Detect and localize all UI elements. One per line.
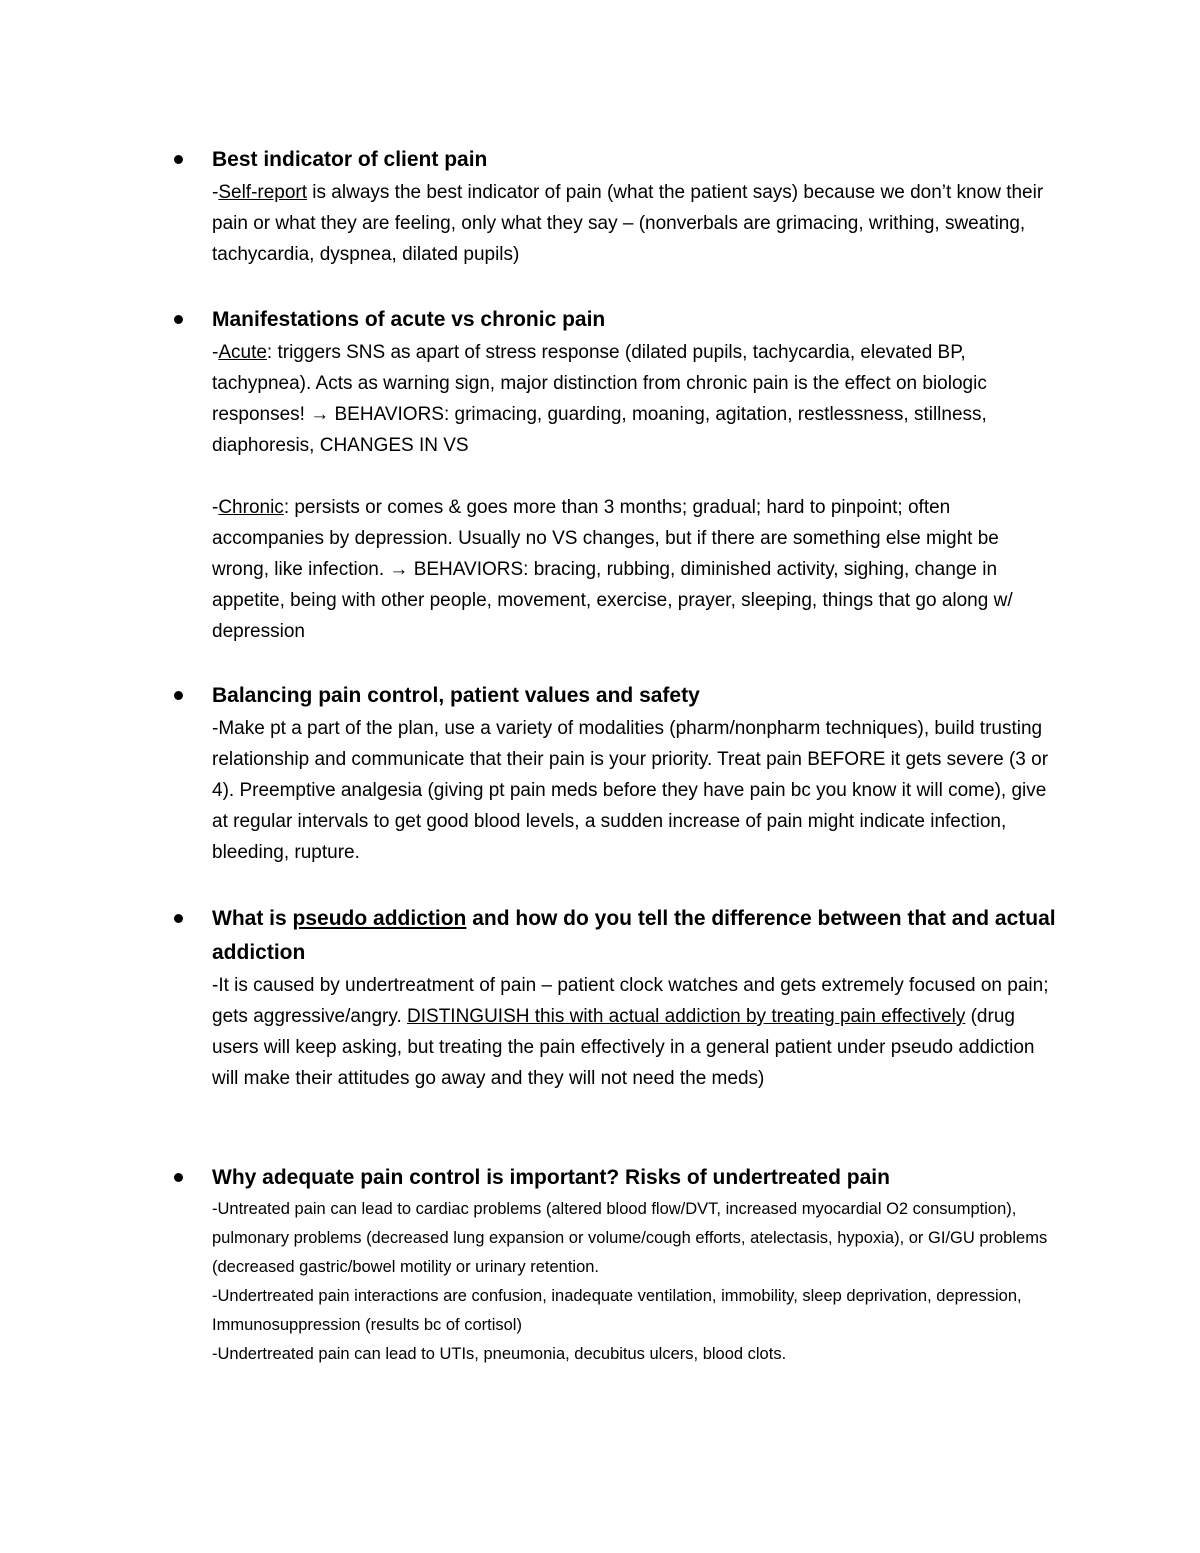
section-adequate-control (170, 1161, 1070, 1369)
acute-paragraph: -Acute: triggers SNS as apart of stress response (dilated pupils, tachycardia, elevated BP, tachypnea). Acts as warning sign, major distinction from chronic pain is the effect on biologic responses! → BEHAVIORS: grimacing, guarding, moaning, agitation, restlessness, stillness, diaphoresis, CHANGES IN VS (212, 342, 987, 456)
bullet-icon (174, 315, 183, 324)
bullet-icon (174, 1173, 183, 1182)
underlined-term: Self-report (218, 182, 308, 203)
underlined-term: pseudo addiction (292, 907, 467, 930)
right-arrow-icon: → (310, 404, 330, 425)
underlined-term: Chronic (218, 497, 284, 518)
right-arrow-icon: → (389, 559, 409, 580)
bullet-icon (174, 914, 183, 923)
section-body: -Untreated pain can lead to cardiac problems (altered blood flow/DVT, increased myocardial O2 consumption), pulmonary problems (decreased lung expansion or volume/cough efforts, atelectasis, hypoxia), or GI/GU problems (decreased gastric/bowel motility or urinary retention. -Undertreated pain interactions are confusion, inadequate ventilation, immobility, sleep deprivation, depression, Immunosuppression (results bc of cortisol) -Undertreated pain can lead to UTIs, pneumonia, decubitus ulcers, blood clots. (212, 1200, 1048, 1363)
section-heading: Why adequate pain control is important? Risks of undertreated pain (212, 1166, 890, 1189)
section-balancing (170, 679, 1070, 868)
section-heading: Balancing pain control, patient values and safety (212, 684, 700, 707)
section-body: -Make pt a part of the plan, use a variety of modalities (pharm/nonpharm techniques), build trusting relationship and communicate that their pain is your priority. Treat pain BEFORE it gets severe (3 or 4). Preemptive analgesia (giving pt pain meds before they have pain bc you know it will come), give at regular intervals to get good blood levels, a sudden increase of pain might indicate infection, bleeding, rupture. (212, 718, 1049, 863)
section-heading: Best indicator of client pain (212, 148, 488, 171)
section-heading: What is pseudo addiction and how do you tell the difference between that and actual addiction (212, 907, 1056, 964)
bullet-icon (174, 155, 183, 164)
section-body (212, 337, 1060, 647)
underlined-term: Acute (218, 342, 267, 363)
section-body: -Self-report is always the best indicator of pain (what the patient says) because we don’t know their pain or what they are feeling, only what they say – (nonverbals are grimacing, writhing, sweating, tachycardia, dyspnea, dilated pupils) (212, 182, 1044, 265)
section-pseudo-addiction (170, 902, 1070, 1094)
underlined-phrase: DISTINGUISH this with actual addiction by treating pain effectively (407, 1006, 966, 1027)
section-acute-vs-chronic (170, 303, 1070, 647)
section-body: -It is caused by undertreatment of pain – patient clock watches and gets extremely focused on pain; gets aggressive/angry. DISTINGUISH this with actual addiction by treating pain effectively (drug users will keep asking, but treating the pain effectively in a general patient under pseudo addiction will make their attitudes go away and they will not need the meds) (212, 975, 1049, 1089)
chronic-paragraph: -Chronic: persists or comes & goes more than 3 months; gradual; hard to pinpoint; often accompanies by depression. Usually no VS changes, but if there are something else might be wrong, like infection. → BEHAVIORS: bracing, rubbing, diminished activity, sighing, change in appetite, being with other people, movement, exercise, prayer, sleeping, things that go along w/ depression (212, 497, 1013, 642)
section-heading: Manifestations of acute vs chronic pain (212, 308, 606, 331)
section-best-indicator (170, 143, 1070, 270)
bullet-icon (174, 691, 183, 700)
